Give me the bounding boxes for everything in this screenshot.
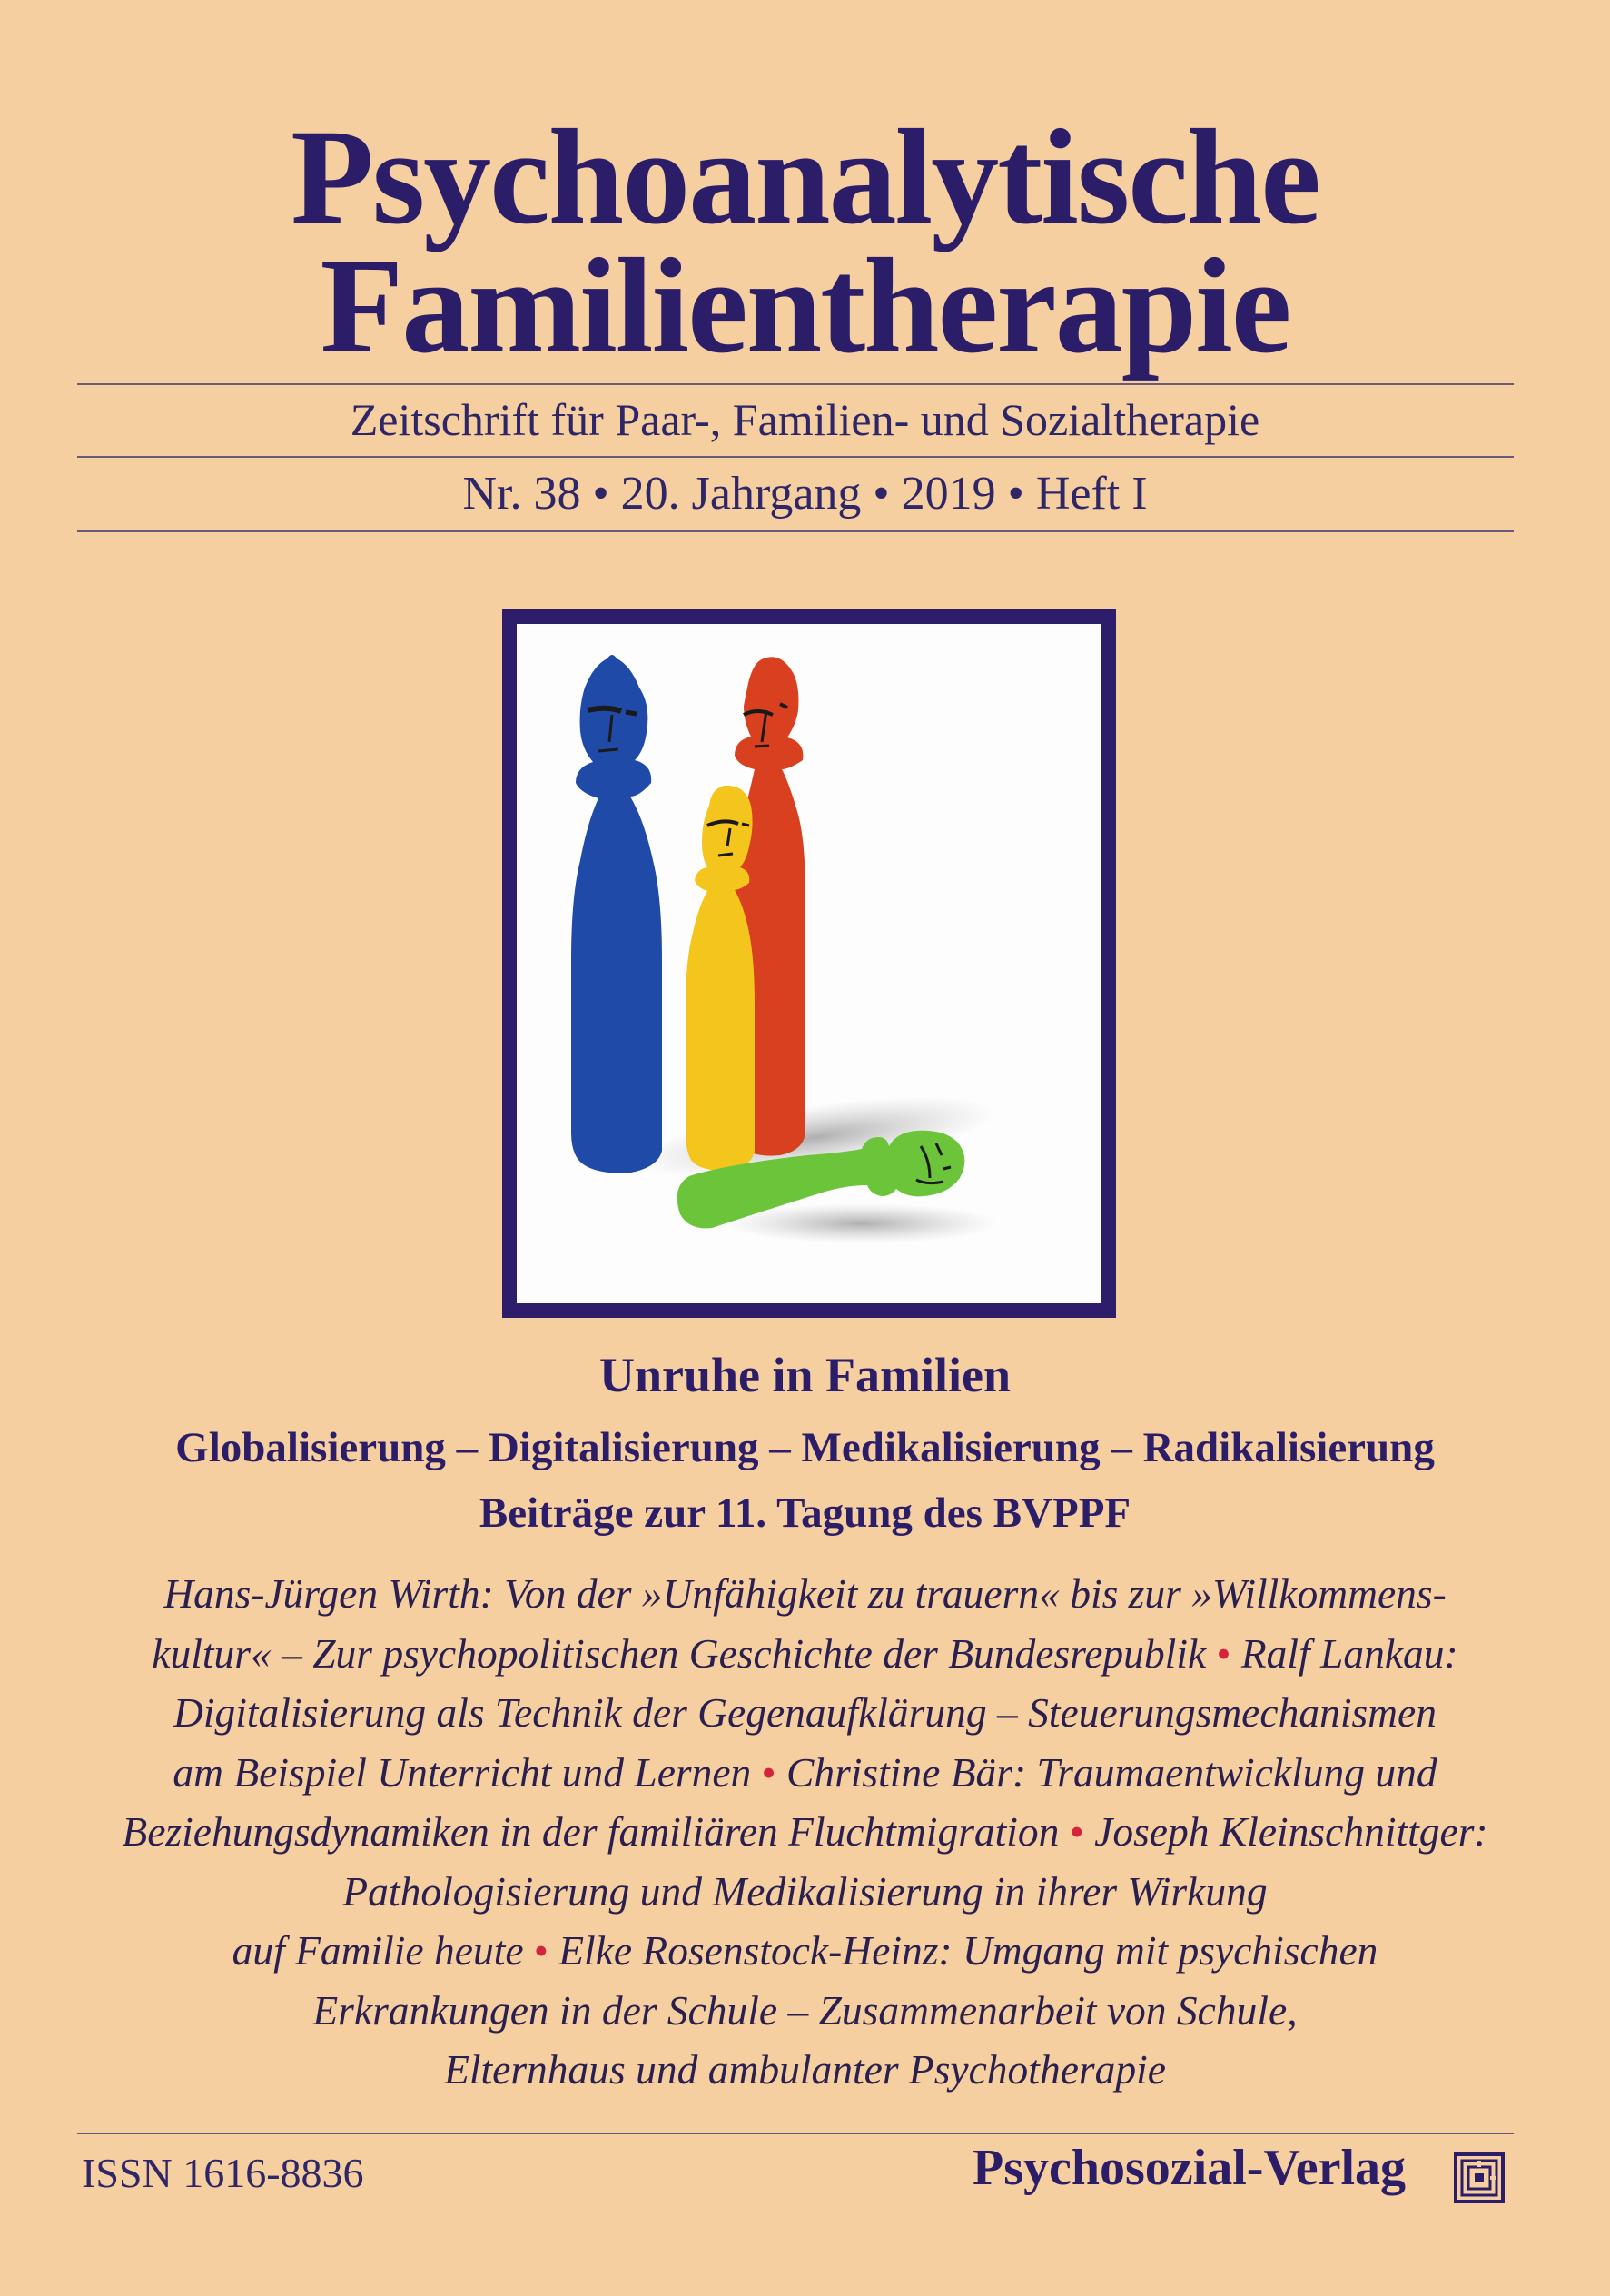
toy-figures-image [517, 624, 1101, 1303]
contents-line: Hans-Jürgen Wirth: Von der »Unfähigkeit zu trauern« bis zur »Willkommens- [163, 1570, 1447, 1617]
labyrinth-logo-icon [1454, 2152, 1505, 2203]
cover-image-frame [502, 609, 1116, 1318]
issue-info: Nr. 38 • 20. Jahrgang • 2019 • Heft I [462, 468, 1148, 520]
contents-line: Digitalisierung als Technik der Gegenaufklärung – Steuerungsmechanismen [173, 1689, 1437, 1736]
divider-footer [77, 2133, 1514, 2134]
theme-conference: Beiträge zur 11. Tagung des BVPPF [479, 1489, 1131, 1537]
divider-top [77, 383, 1514, 385]
bullet-icon: • [761, 1748, 776, 1796]
theme-subtitle: Globalisierung – Digitalisierung – Medikalisierung – Radikalisierung [175, 1424, 1435, 1471]
journal-title-line1: Psychoanalytische [291, 102, 1319, 252]
contents-line: Erkrankungen in der Schule – Zusammenarbeit von Schule, [312, 1986, 1298, 2034]
journal-subtitle: Zeitschrift für Paar-, Familien- und Sozialtherapie [350, 394, 1260, 445]
contents-line: am Beispiel Unterricht und Lernen • Christine Bär: Traumaentwicklung und [173, 1748, 1437, 1796]
divider-bottom [77, 530, 1514, 532]
divider-middle [77, 456, 1514, 458]
journal-title-line2: Familientherapie [320, 231, 1290, 381]
issn: ISSN 1616-8836 [82, 2150, 364, 2196]
theme-title: Unruhe in Familien [598, 1348, 1012, 1402]
contents-line: Beziehungsdynamiken in der familiären Fluchtmigration • Joseph Kleinschnittger: [122, 1808, 1488, 1855]
contents-line: Pathologisierung und Medikalisierung in ihrer Wirkung [342, 1867, 1268, 1915]
bullet-icon: • [1069, 1808, 1084, 1855]
publisher-name: Psychosozial-Verlag [973, 2140, 1406, 2196]
contents-line: Elternhaus und ambulanter Psychotherapie [444, 2046, 1166, 2093]
bullet-icon: • [533, 1927, 548, 1974]
bullet-icon: • [1216, 1629, 1231, 1677]
contents-line: auf Familie heute • Elke Rosenstock-Heinz: Umgang mit psychischen [232, 1927, 1378, 1974]
contents-line: kultur« – Zur psychopolitischen Geschichte der Bundesrepublik • Ralf Lankau: [152, 1629, 1458, 1677]
table-of-contents [54, 1564, 1556, 2100]
